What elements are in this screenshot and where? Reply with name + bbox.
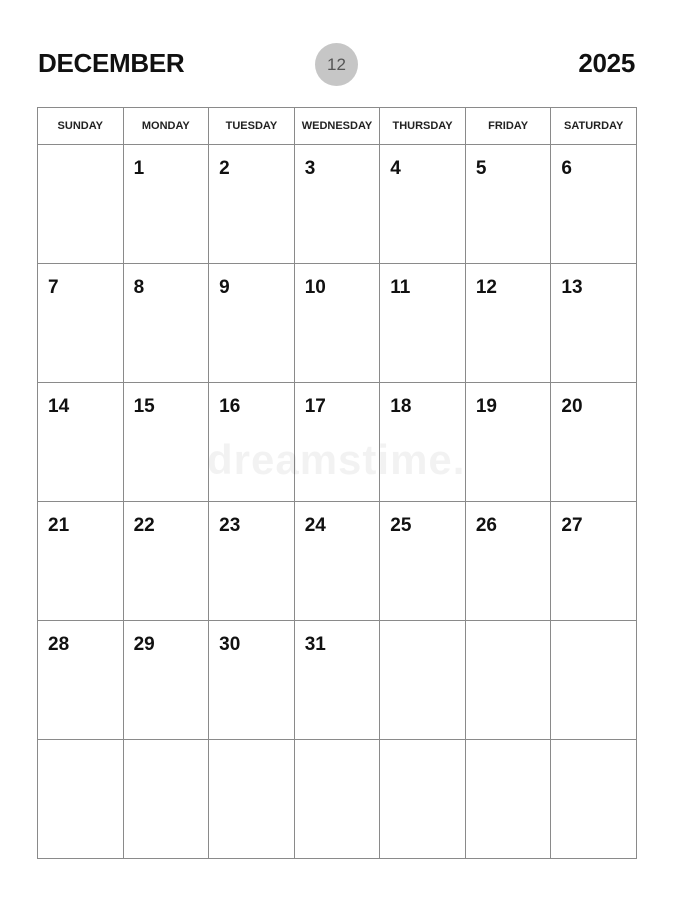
day-cell: [465, 145, 551, 264]
day-cell: [38, 740, 124, 859]
day-number: [38, 145, 123, 158]
day-cell: [294, 621, 380, 740]
week-row: [38, 740, 637, 859]
day-number: 3: [304, 158, 316, 179]
day-cell: [294, 264, 380, 383]
day-number: 24: [304, 515, 326, 536]
day-cell: [38, 264, 124, 383]
day-cell: [380, 621, 466, 740]
day-cell: [294, 502, 380, 621]
day-number: 29: [133, 634, 155, 655]
day-cell: [123, 145, 209, 264]
day-number: 1: [133, 158, 145, 179]
day-number: 31: [304, 634, 326, 655]
day-cell: [209, 264, 295, 383]
weekday-saturday: SATURDAY: [551, 108, 637, 145]
day-cell: [294, 740, 380, 859]
day-cell: [551, 383, 637, 502]
week-row: [38, 145, 637, 264]
weekday-thursday: THURSDAY: [380, 108, 466, 145]
day-number: [380, 740, 465, 753]
day-cell: [209, 740, 295, 859]
day-cell: [551, 740, 637, 859]
day-number: [466, 621, 551, 634]
day-cell: [551, 145, 637, 264]
day-number: 6: [561, 158, 572, 179]
day-cell: [465, 740, 551, 859]
day-cell: [123, 383, 209, 502]
month-title: DECEMBER: [38, 48, 185, 78]
day-number: 27: [561, 515, 583, 536]
day-number: [551, 740, 636, 753]
week-row: [38, 383, 637, 502]
day-number: 15: [133, 396, 155, 417]
day-cell: [294, 145, 380, 264]
day-cell: [123, 502, 209, 621]
day-cell: [123, 621, 209, 740]
week-row: [38, 502, 637, 621]
weekday-wednesday: WEDNESDAY: [294, 108, 380, 145]
day-cell: [38, 502, 124, 621]
day-number: 2: [219, 158, 230, 179]
day-number: [209, 740, 294, 753]
day-cell: [209, 621, 295, 740]
day-cell: [123, 264, 209, 383]
day-cell: [465, 264, 551, 383]
month-number-badge: 12: [315, 43, 358, 86]
day-number: [466, 740, 551, 753]
day-number: 30: [219, 634, 241, 655]
weekday-friday: FRIDAY: [465, 108, 551, 145]
day-number: 26: [475, 515, 497, 536]
day-cell: [380, 502, 466, 621]
day-cell: [38, 383, 124, 502]
calendar-grid: [37, 107, 637, 859]
day-number: 25: [390, 515, 412, 536]
weekday-tuesday: TUESDAY: [209, 108, 295, 145]
day-cell: [551, 502, 637, 621]
day-number: 28: [48, 634, 70, 655]
day-number: 22: [133, 515, 155, 536]
day-number: 9: [219, 277, 230, 298]
day-cell: [465, 502, 551, 621]
day-number: 21: [48, 515, 70, 536]
day-number: 16: [219, 396, 241, 417]
day-number: 4: [390, 158, 401, 179]
day-cell: [38, 621, 124, 740]
day-number: [124, 740, 209, 753]
day-number: 5: [475, 158, 487, 179]
day-cell: [123, 740, 209, 859]
day-number: 10: [304, 277, 326, 298]
day-number: 18: [390, 396, 412, 417]
day-cell: [209, 145, 295, 264]
day-cell: [209, 502, 295, 621]
day-number: 8: [133, 277, 145, 298]
day-number: 23: [219, 515, 241, 536]
day-cell: [465, 621, 551, 740]
day-number: 17: [304, 396, 326, 417]
week-row: [38, 264, 637, 383]
day-cell: [380, 145, 466, 264]
day-number: 7: [48, 277, 59, 298]
day-number: 13: [561, 277, 583, 298]
day-cell: [380, 383, 466, 502]
day-number: [380, 621, 465, 634]
weekday-monday: MONDAY: [123, 108, 209, 145]
week-row: [38, 621, 637, 740]
day-number: [295, 740, 380, 753]
day-number: 20: [561, 396, 583, 417]
day-cell: [551, 264, 637, 383]
day-number: 14: [48, 396, 70, 417]
day-number: 19: [475, 396, 497, 417]
day-cell: [209, 383, 295, 502]
day-number: 12: [475, 277, 497, 298]
day-cell: [551, 621, 637, 740]
day-cell: [380, 264, 466, 383]
day-number: [551, 621, 636, 634]
day-cell: [38, 145, 124, 264]
day-cell: [380, 740, 466, 859]
weekday-sunday: SUNDAY: [38, 108, 124, 145]
day-cell: [294, 383, 380, 502]
day-number: 11: [390, 277, 411, 298]
watermark: dreamstime.: [207, 436, 466, 483]
day-number: [38, 740, 123, 753]
day-cell: [465, 383, 551, 502]
year-title: 2025: [578, 48, 635, 78]
weekday-header-row: [38, 108, 637, 145]
